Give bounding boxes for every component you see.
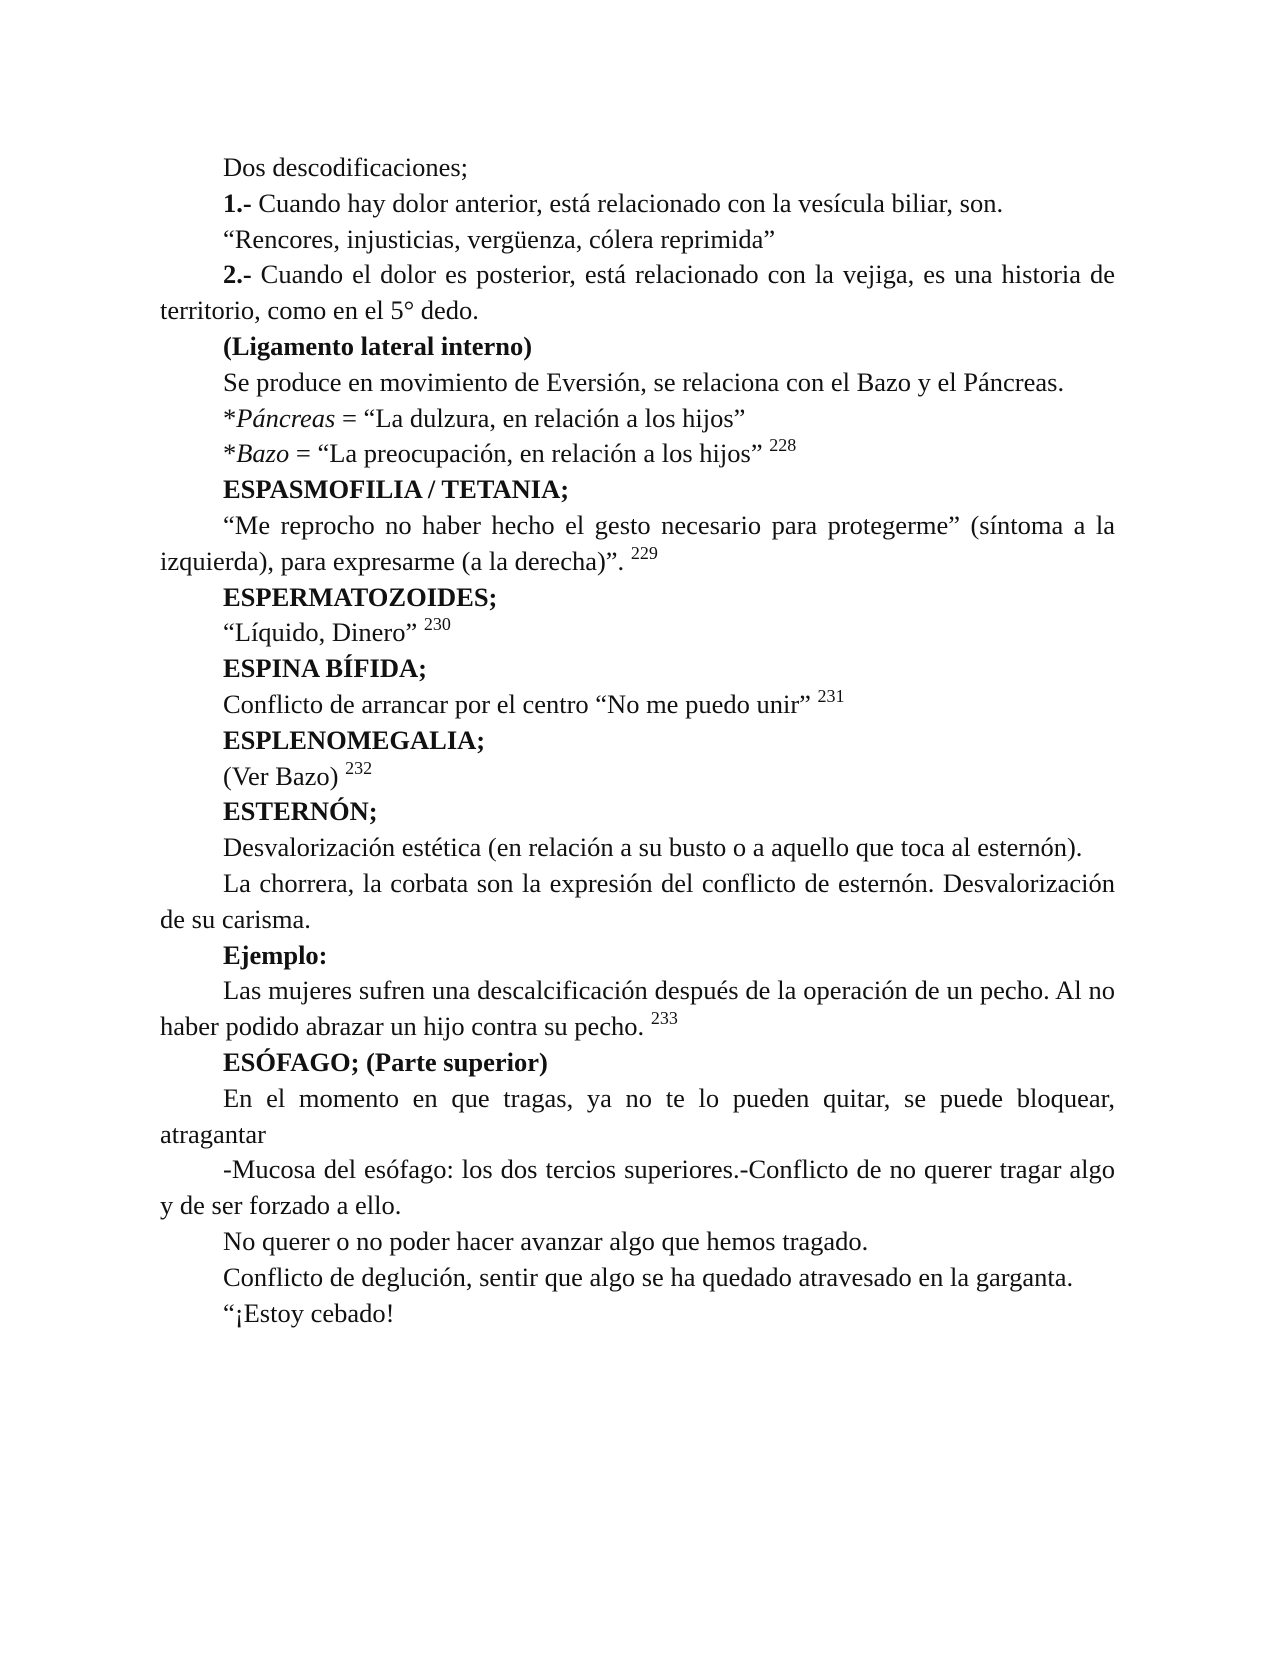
heading-text: ESPLENOMEGALIA; <box>223 724 486 755</box>
paragraph-text: En el momento en que tragas, ya no te lo pueden quitar, se puede bloquear, atragantar <box>160 1082 1115 1149</box>
paragraph-text: Se produce en movimiento de Eversión, se relaciona con el Bazo y el Páncreas. <box>223 366 1065 397</box>
asterisk: * <box>223 402 237 433</box>
paragraph <box>160 1152 1115 1224</box>
paragraph <box>160 150 1115 186</box>
footnote-ref: 231 <box>817 685 845 706</box>
paragraph-text: Las mujeres sufren una descalcificación después de la operación de un pecho. Al no haber podido abrazar un hijo contra su pecho. <box>160 975 1115 1042</box>
section-heading <box>160 329 1115 365</box>
numbered-paragraph <box>160 257 1115 329</box>
document-page <box>160 150 1115 1331</box>
section-heading <box>160 938 1115 974</box>
quote-paragraph <box>160 615 1115 651</box>
paragraph-text: Desvalorización estética (en relación a su busto o a aquello que toca al esternón). <box>223 832 1083 863</box>
footnote-ref: 233 <box>650 1008 678 1029</box>
heading-text: ESTERNÓN; <box>223 796 378 827</box>
footnote-ref: 228 <box>769 435 797 456</box>
definition-paragraph <box>160 436 1115 472</box>
quote-paragraph <box>160 1296 1115 1332</box>
paragraph-text: = “La dulzura, en relación a los hijos” <box>335 402 746 433</box>
heading-text: (Ligamento lateral interno) <box>223 330 533 361</box>
paragraph <box>160 973 1115 1045</box>
paragraph-text: Conflicto de deglución, sentir que algo se ha quedado atravesado en la garganta. <box>223 1261 1074 1292</box>
paragraph-text: -Mucosa del esófago: los dos tercios superiores.-Conflicto de no querer tragar algo y de ser forzado a ello. <box>160 1154 1115 1221</box>
section-heading <box>160 580 1115 616</box>
term-text: Bazo <box>236 438 290 469</box>
section-heading <box>160 1045 1115 1081</box>
paragraph-text: “Me reprocho no haber hecho el gesto necesario para protegerme” (síntoma a la izquierda), para expresarme (a la derecha)”. <box>160 509 1115 576</box>
heading-text: ESPASMOFILIA / TETANIA; <box>223 474 570 505</box>
section-heading <box>160 794 1115 830</box>
footnote-ref: 229 <box>630 542 658 563</box>
term-text: Páncreas <box>236 402 336 433</box>
paragraph-text: “¡Estoy cebado! <box>223 1297 395 1328</box>
heading-text: ESPERMATOZOIDES; <box>223 581 498 612</box>
quote-paragraph <box>160 222 1115 258</box>
paragraph <box>160 508 1115 580</box>
heading-text: ESÓFAGO; (Parte superior) <box>223 1046 548 1077</box>
paragraph-text: No querer o no poder hacer avanzar algo que hemos tragado. <box>223 1225 869 1256</box>
definition-paragraph <box>160 401 1115 437</box>
paragraph <box>160 1224 1115 1260</box>
paragraph-text: Dos descodificaciones; <box>223 152 469 182</box>
list-number: 1.- <box>223 187 252 218</box>
paragraph <box>160 759 1115 795</box>
asterisk: * <box>223 438 237 469</box>
footnote-ref: 230 <box>423 614 451 635</box>
paragraph <box>160 830 1115 866</box>
paragraph <box>160 365 1115 401</box>
section-heading <box>160 651 1115 687</box>
list-number: 2.- <box>223 259 252 290</box>
footnote-ref: 232 <box>345 757 373 778</box>
paragraph <box>160 866 1115 938</box>
heading-text: ESPINA BÍFIDA; <box>223 653 427 684</box>
paragraph-text: La chorrera, la corbata son la expresión del conflicto de esternón. Desvalorización de su carisma. <box>160 867 1115 934</box>
numbered-paragraph <box>160 186 1115 222</box>
paragraph <box>160 687 1115 723</box>
paragraph <box>160 1081 1115 1153</box>
section-heading <box>160 723 1115 759</box>
heading-text: Ejemplo: <box>223 939 328 970</box>
paragraph-text: (Ver Bazo) <box>223 760 339 791</box>
paragraph <box>160 1260 1115 1296</box>
paragraph-text: “Rencores, injusticias, vergüenza, cólera reprimida” <box>223 223 776 254</box>
paragraph-text: “Líquido, Dinero” <box>223 617 418 648</box>
section-heading <box>160 472 1115 508</box>
paragraph-text: Conflicto de arrancar por el centro “No me puedo unir” <box>223 688 811 719</box>
paragraph-text: Cuando hay dolor anterior, está relacionado con la vesícula biliar, son. <box>251 187 1004 218</box>
paragraph-text: Cuando el dolor es posterior, está relacionado con la vejiga, es una historia de territorio, como en el 5° dedo. <box>160 259 1115 326</box>
paragraph-text: = “La preocupación, en relación a los hijos” <box>289 438 763 469</box>
